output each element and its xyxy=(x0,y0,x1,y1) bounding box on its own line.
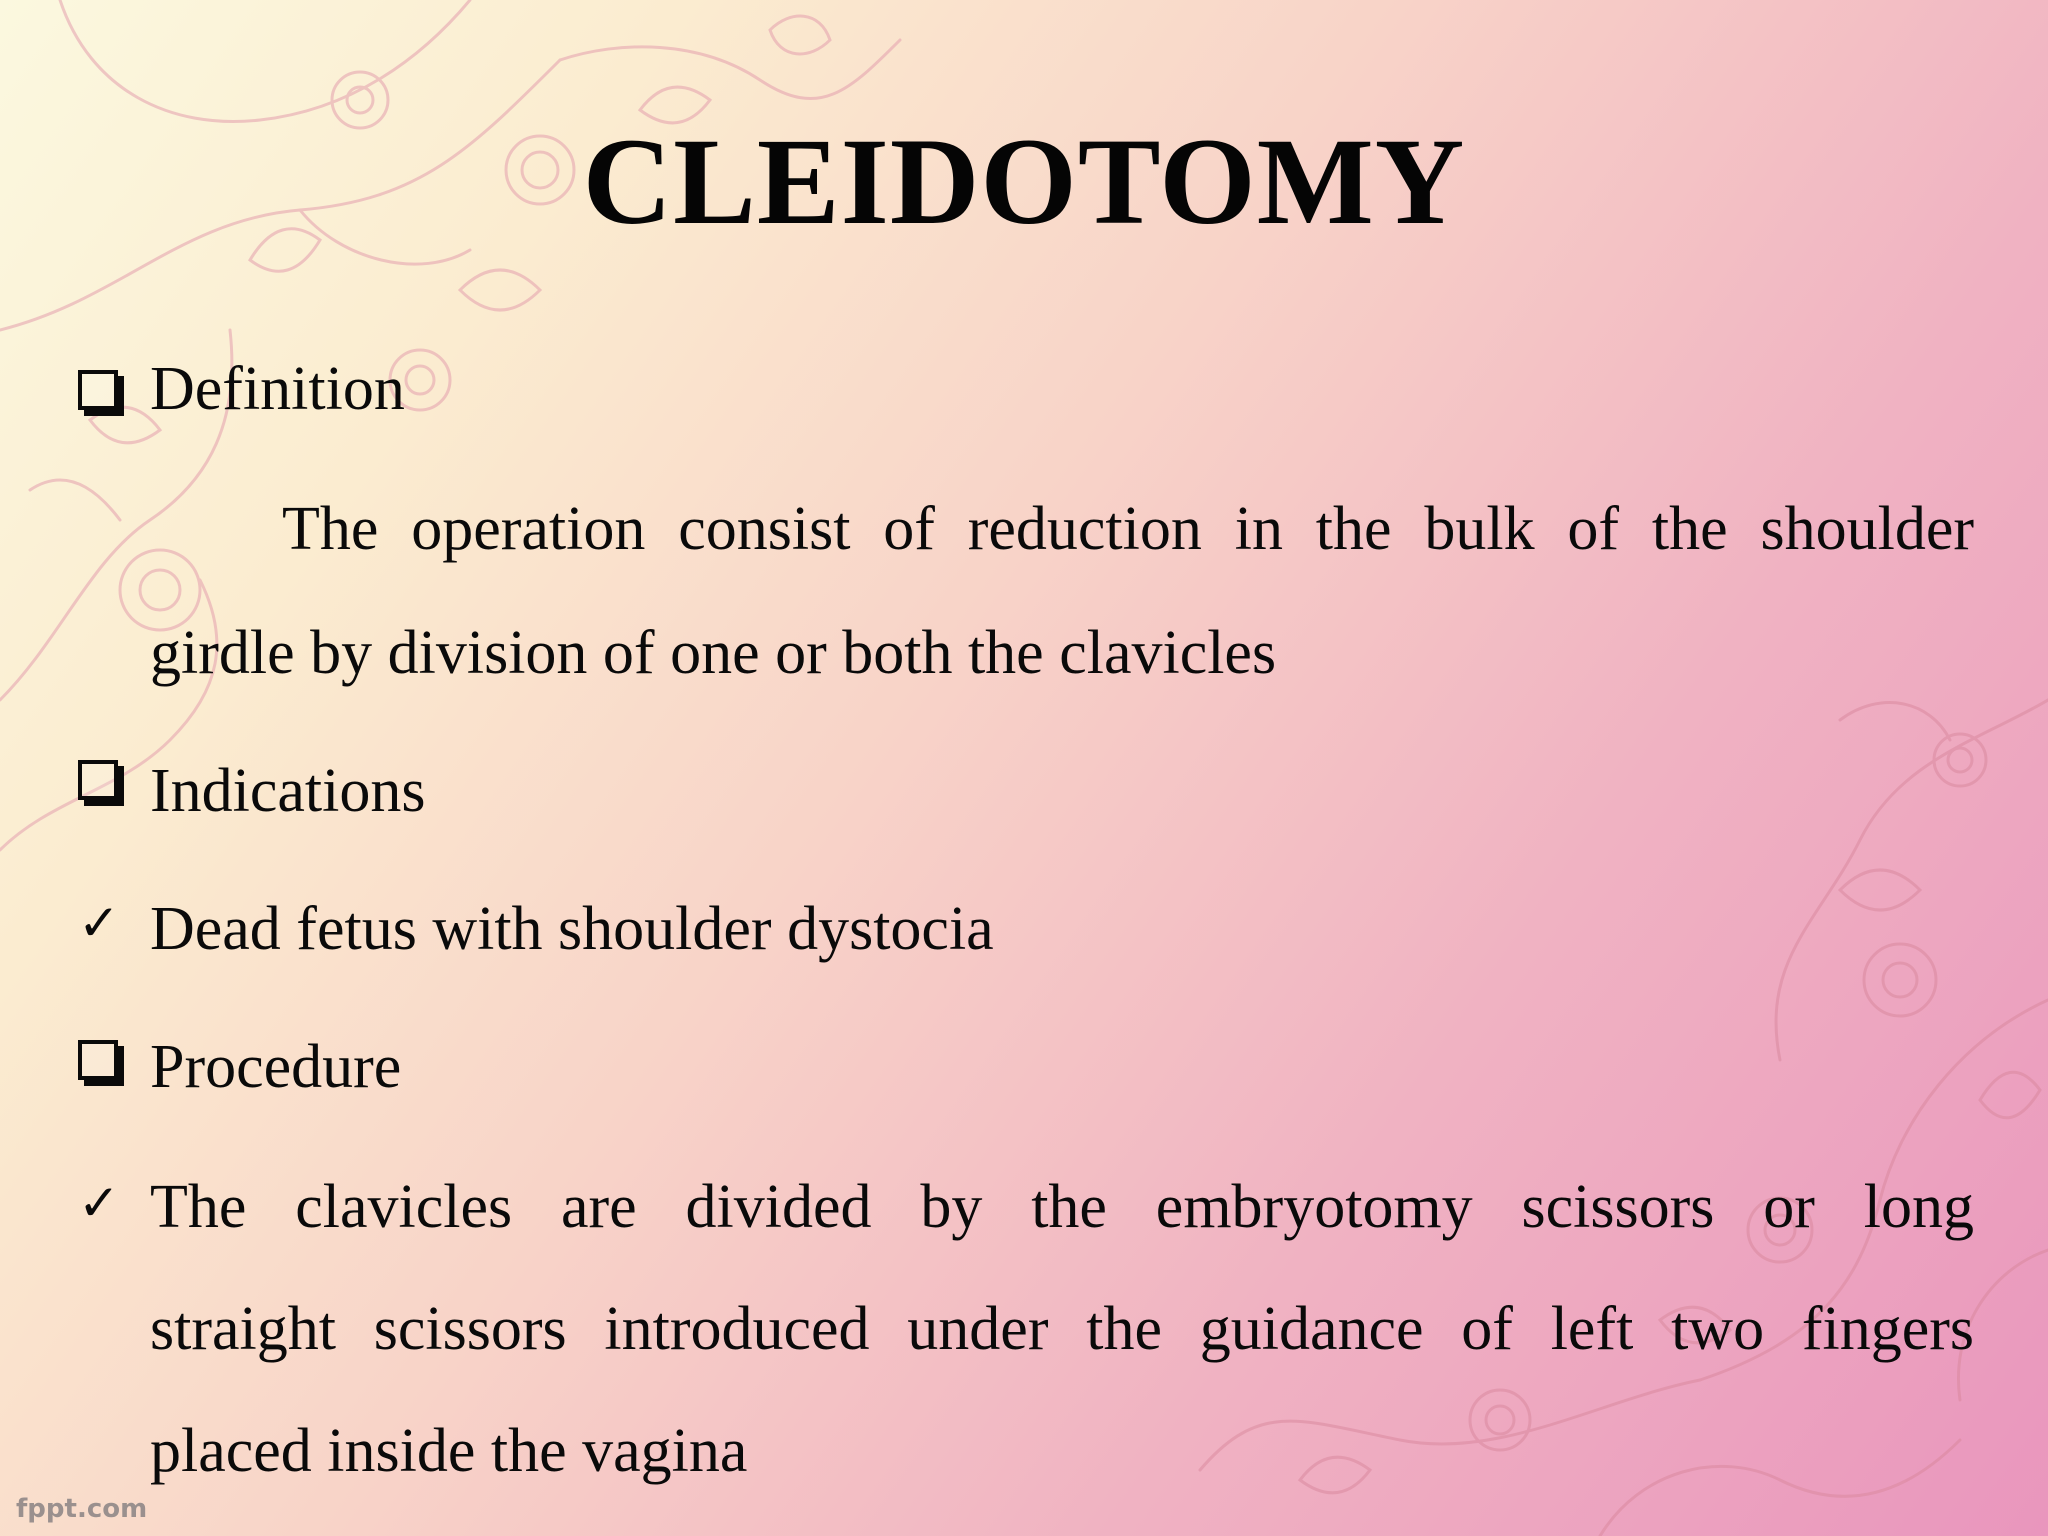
watermark-logo: fppt.com xyxy=(16,1494,148,1524)
procedure-item-line-1: The clavicles are divided by the embryotomy scissors or long xyxy=(150,1173,1974,1241)
indication-item-1: Dead fetus with shoulder dystocia xyxy=(150,895,994,963)
procedure-item-line-2: straight scissors introduced under the guidance of left two fingers xyxy=(150,1295,1974,1363)
checkmark-icon: ✓ xyxy=(78,894,120,952)
definition-heading: Definition xyxy=(150,355,405,423)
checkbox-square-icon xyxy=(78,1040,118,1080)
definition-body-line-2: girdle by division of one or both the clavicles xyxy=(150,619,1277,687)
slide-title: CLEIDOTOMY xyxy=(582,113,1466,250)
procedure-item-line-3: placed inside the vagina xyxy=(150,1417,748,1485)
procedure-heading: Procedure xyxy=(150,1033,402,1101)
checkmark-icon: ✓ xyxy=(78,1174,120,1232)
indications-heading: Indications xyxy=(150,757,426,825)
checkbox-square-icon xyxy=(78,370,118,410)
checkbox-square-icon xyxy=(78,760,118,800)
definition-body-line-1: The operation consist of reduction in the bulk of the shoulder xyxy=(282,495,1974,563)
